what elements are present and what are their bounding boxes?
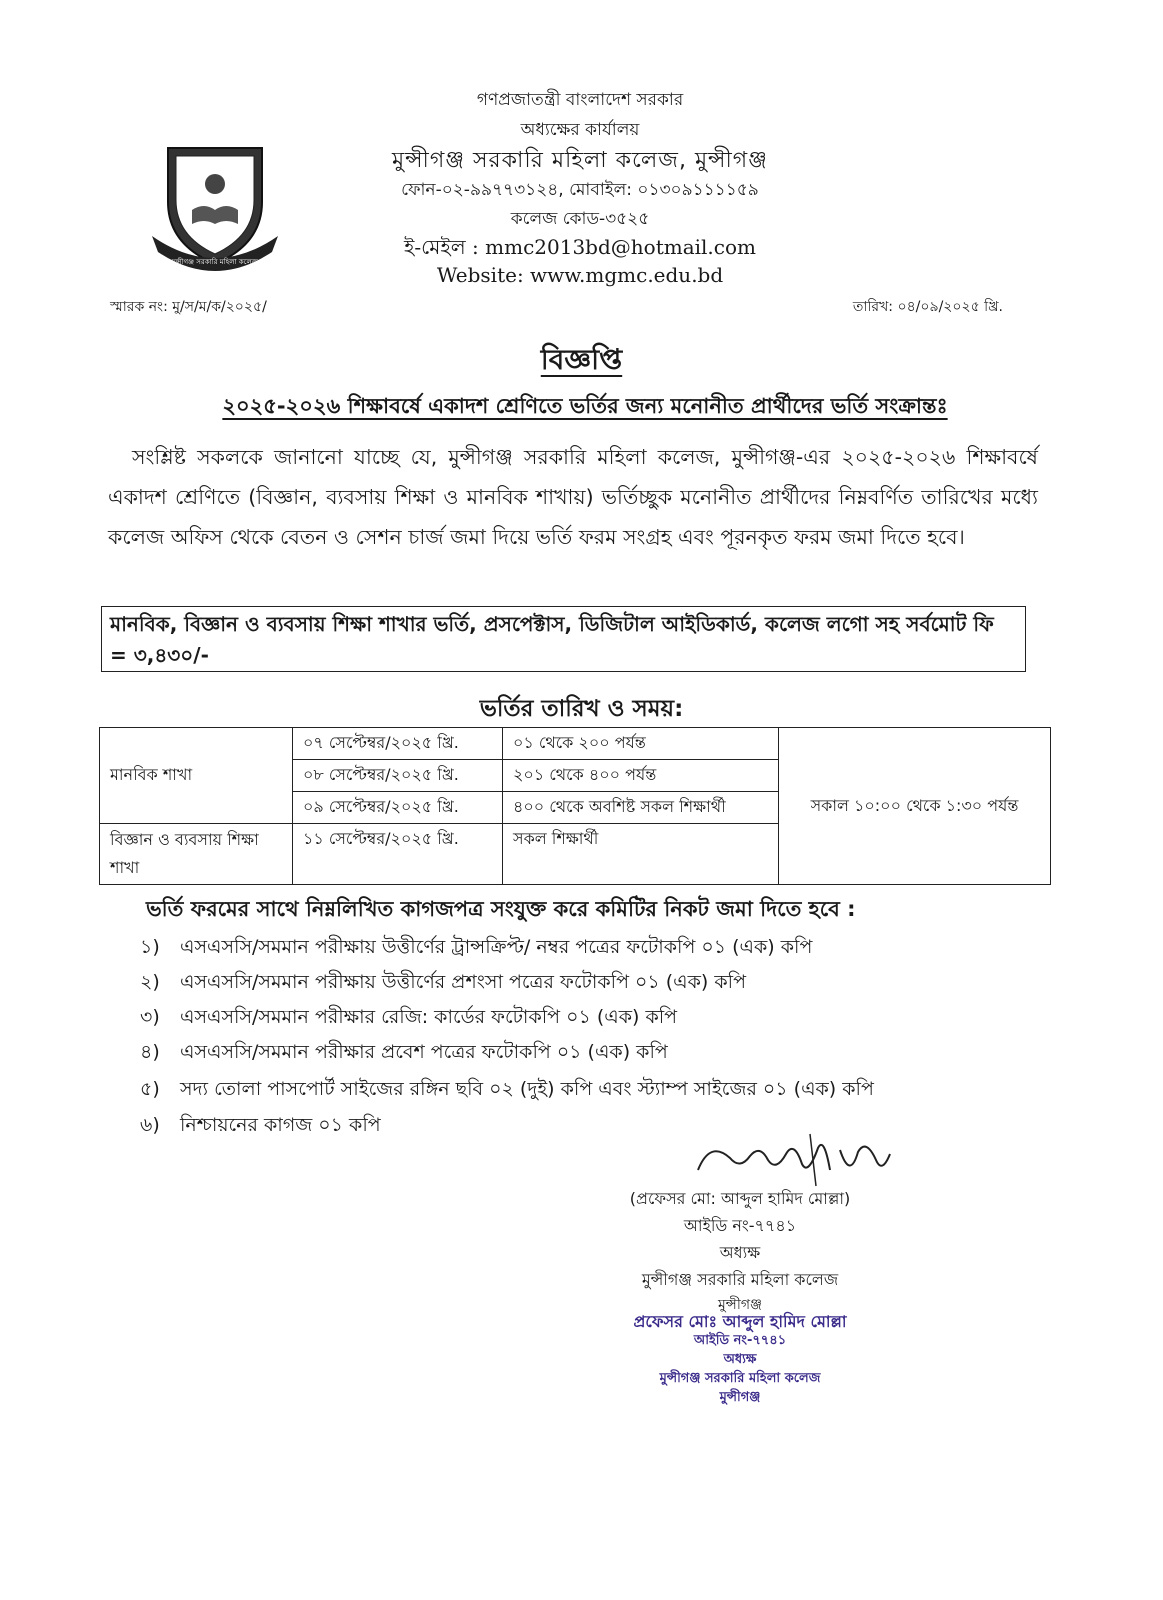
stamp-name: প্রফেসর মোঃ আব্দুল হামিদ মোল্লা [633, 1312, 847, 1331]
college-code: কলেজ কোড-৩৫২৫ [510, 209, 650, 229]
table-row [100, 728, 1051, 760]
schedule-date: ১১ সেপ্টেম্বর/২০২৫ খ্রি. [293, 824, 503, 885]
handwritten-signature [690, 1130, 900, 1190]
fee-box: মানবিক, বিজ্ঞান ও ব্যবসায় শিক্ষা শাখার ভর্তি, প্রসপেক্টাস, ডিজিটাল আইডিকার্ড, কলেজ লগো সহ সর্বমোট ফি = ৩,৪৩০/- [101, 606, 1026, 672]
schedule-title: ভর্তির তারিখ ও সময়: [479, 696, 684, 722]
list-item: ৬) নিশ্চায়নের কাগজ ০১ কপি [140, 1114, 381, 1136]
list-item: ২) এসএসসি/সমমান পরীক্ষায় উত্তীর্ণের প্রশংসা পত্রের ফটোকপি ০১ (এক) কপি [140, 971, 746, 993]
stamp-designation: অধ্যক্ষ [723, 1352, 757, 1367]
schedule-time: সকাল ১০:০০ থেকে ১:৩০ পর্যন্ত [779, 728, 1051, 885]
list-item: ৪) এসএসসি/সমমান পরীক্ষার প্রবেশ পত্রের ফটোকপি ০১ (এক) কপি [140, 1041, 668, 1063]
college-name: মুন্সীগঞ্জ সরকারি মহিলা কলেজ, মুন্সীগঞ্জ [392, 148, 768, 173]
schedule-date: ০৭ সেপ্টেম্বর/২০২৫ খ্রি. [293, 728, 503, 760]
memo-date: তারিখ: ০৪/০৯/২০২৫ খ্রি. [852, 299, 1003, 315]
list-item: ৩) এসএসসি/সমমান পরীক্ষার রেজি: কার্ডের ফটোকপি ০১ (এক) কপি [140, 1006, 678, 1028]
signatory-id: আইডি নং-৭৭৪১ [683, 1216, 797, 1235]
schedule-date: ০৮ সেপ্টেম্বর/২০২৫ খ্রি. [293, 760, 503, 792]
schedule-range: ৪০০ থেকে অবশিষ্ট সকল শিক্ষার্থী [503, 792, 779, 824]
email-line: ই-মেইল : mmc2013bd@hotmail.com [404, 235, 756, 259]
schedule-date: ০৯ সেপ্টেম্বর/২০২৫ খ্রি. [293, 792, 503, 824]
college-logo [140, 140, 290, 280]
list-item: ১) এসএসসি/সমমান পরীক্ষায় উত্তীর্ণের ট্রান্সক্রিপ্ট/ নম্বর পত্রের ফটোকপি ০১ (এক) কপি [140, 936, 813, 958]
stamp-college: মুন্সীগঞ্জ সরকারি মহিলা কলেজ [659, 1371, 821, 1386]
branch-science-business: বিজ্ঞান ও ব্যবসায় শিক্ষা শাখা [100, 824, 293, 885]
schedule-range: সকল শিক্ষার্থী [503, 824, 779, 885]
schedule-table [99, 727, 1051, 885]
website-line: Website: www.mgmc.edu.bd [436, 263, 724, 287]
signatory-college: মুন্সীগঞ্জ সরকারি মহিলা কলেজ [641, 1270, 839, 1289]
notice-body: সংশ্লিষ্ট সকলকে জানানো যাচ্ছে যে, মুন্সীগঞ্জ সরকারি মহিলা কলেজ, মুন্সীগঞ্জ-এর ২০২৫-২০২৬ শিক্ষাবর্ষে একাদশ শ্রেণিতে (বিজ্ঞান, ব্যবসায় শিক্ষা ও মানবিক শাখায়) ভর্তিচ্ছুক মনোনীত প্রার্থীদের নিম্নবর্ণিত তারিখের মধ্যে কলেজ অফিস থেকে বেতন ও সেশন চার্জ জমা দিয়ে ভর্তি ফরম সংগ্রহ এবং পূরনকৃত ফরম জমা দিতে হবে। [108, 445, 1038, 549]
signatory-place: মুন্সীগঞ্জ [718, 1297, 762, 1313]
stamp-place: মুন্সীগঞ্জ [719, 1390, 761, 1405]
notice-subject: ২০২৫-২০২৬ শিক্ষাবর্ষে একাদশ শ্রেণিতে ভর্তির জন্য মনোনীত প্রার্থীদের ভর্তি সংক্রান্তঃ [222, 394, 948, 418]
phone-line: ফোন-০২-৯৯৭৭৩১২৪, মোবাইল: ০১৩০৯১১১১৫৯ [401, 180, 759, 200]
memo-reference: স্মারক নং: মু/স/ম/ক/২০২৫/ [110, 299, 267, 315]
branch-humanities: মানবিক শাখা [100, 728, 293, 824]
office-title: অধ্যক্ষের কার্যালয় [520, 120, 640, 140]
stamp-id: আইডি নং-৭৭৪১ [693, 1333, 787, 1348]
list-item: ৫) সদ্য তোলা পাসপোর্ট সাইজের রঙ্গিন ছবি ০২ (দুই) কপি এবং স্ট্যাম্প সাইজের ০১ (এক) কপি [140, 1078, 874, 1100]
government-title: গণপ্রজাতন্ত্রী বাংলাদেশ সরকার [476, 90, 684, 110]
svg-text:মুন্সীগঞ্জ সরকারি মহিলা কলেজ: মুন্সীগঞ্জ সরকারি মহিলা কলেজ [172, 258, 258, 266]
signatory-designation: অধ্যক্ষ [719, 1243, 761, 1262]
signatory-name: (প্রফেসর মো: আব্দুল হামিদ মোল্লা) [629, 1189, 851, 1208]
notice-title: বিজ্ঞপ্তি [540, 343, 623, 376]
schedule-range: ০১ থেকে ২০০ পর্যন্ত [503, 728, 779, 760]
documents-title: ভর্তি ফরমের সাথে নিম্নলিখিত কাগজপত্র সংযুক্ত করে কমিটির নিকট জমা দিতে হবে : [146, 897, 856, 921]
schedule-range: ২০১ থেকে ৪০০ পর্যন্ত [503, 760, 779, 792]
